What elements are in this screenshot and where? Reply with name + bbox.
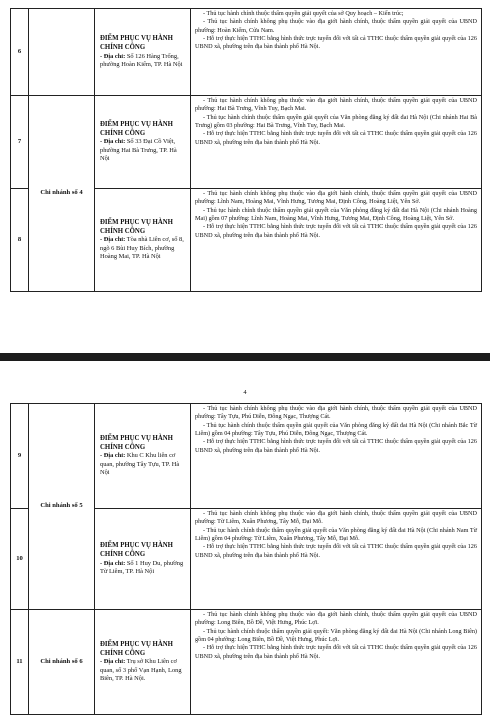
service-point-title: ĐIỂM PHỤC VỤ HÀNH CHÍNH CÔNG bbox=[100, 218, 173, 236]
procedure-line: - Hỗ trợ thực hiện TTHC bằng hình thức trực tuyến đối với tất cả TTHC thuộc thẩm quyền giải quyết của 126 UBND xã, phường trên địa bàn thành phố Hà Nội. bbox=[195, 644, 477, 660]
service-point-address bbox=[100, 138, 185, 164]
service-point-cell bbox=[95, 96, 191, 189]
service-point-title: ĐIỂM PHỤC VỤ HÀNH CHÍNH CÔNG bbox=[100, 434, 173, 452]
procedure-line: - Thủ tục hành chính thuộc thẩm quyền giải quyết của Văn phòng đăng ký đất đai Hà Nội (Chi nhánh Hoàng Mai) gồm 07 phường: Lĩnh Nam, Hoàng Mai, Vĩnh Hưng, Tương Mai, Định Công, Hoàng Liệt, Yên Sở. bbox=[195, 206, 477, 223]
table-row bbox=[11, 404, 482, 509]
address-label: - Địa chỉ: bbox=[100, 52, 126, 60]
branch-name: Chi nhánh số 4 bbox=[29, 96, 95, 292]
service-point-address bbox=[100, 53, 185, 70]
address-text: Số 33 Đại Cồ Việt, phường Hai Bà Trưng, TP. Hà Nội bbox=[100, 138, 177, 163]
service-point-address bbox=[100, 560, 185, 577]
document-page-top bbox=[0, 0, 490, 352]
address-text: Số 126 Hàng Trống, phường Hoàn Kiếm, TP. Hà Nội bbox=[100, 52, 183, 69]
procedure-line: - Thủ tục hành chính không phụ thuộc vào địa giới hành chính, thuộc thẩm quyền giải quyết của UBND phường: Long Biên, Bồ Đề, Việt Hưng, Phúc Lợi. bbox=[195, 611, 477, 627]
procedure-line: - Thủ tục hành chính không phụ thuộc vào địa giới hành chính, thuộc thẩm quyền giải quyết của UBND phường: Hai Bà Trưng, Vĩnh Tuy, Bạch Mai. bbox=[195, 97, 477, 113]
address-text: Trụ sở Khu Liên cơ quan, số 3 phố Vạn Hạnh, Long Biên, TP. Hà Nội. bbox=[100, 658, 182, 683]
row-number: 11 bbox=[11, 610, 29, 715]
address-text: Tòa nhà Liên cơ, số 8, ngõ 6 Bùi Huy Bích, phường Hoàng Mai, TP. Hà Nội bbox=[100, 236, 184, 261]
procedure-line: - Thủ tục hành chính không phụ thuộc vào địa giới hành chính, thuộc thẩm quyền giải quyết của UBND phường: Hoàn Kiếm, Cửa Nam. bbox=[195, 18, 477, 34]
document-page-bottom bbox=[0, 361, 490, 708]
service-point-cell bbox=[95, 404, 191, 509]
service-point-title: ĐIỂM PHỤC VỤ HÀNH CHÍNH CÔNG bbox=[100, 542, 173, 559]
row-number: 7 bbox=[11, 96, 29, 189]
row-number: 10 bbox=[11, 509, 29, 610]
service-point-title: ĐIỂM PHỤC VỤ HÀNH CHÍNH CÔNG bbox=[100, 120, 173, 138]
service-point-address bbox=[100, 236, 185, 262]
address-label: - Địa chỉ: bbox=[100, 452, 126, 460]
procedure-line: - Hỗ trợ thực hiện TTHC bằng hình thức trực tuyến đối với tất cả TTHC thuộc thẩm quyền giải quyết của 126 UBND xã, phường trên địa bàn thành phố Hà Nội. bbox=[195, 223, 477, 239]
procedure-line: - Hỗ trợ thực hiện TTHC bằng hình thức trực tuyến đối với tất cả TTHC thuộc thẩm quyền giải quyết của 126 UBND xã, phường trên địa bàn thành phố Hà Nội. bbox=[195, 35, 477, 51]
row-number: 8 bbox=[11, 189, 29, 292]
address-label: - Địa chỉ: bbox=[100, 236, 126, 244]
procedure-line: - Hỗ trợ thực hiện TTHC bằng hình thức trực tuyến đối với tất cả TTHC thuộc thẩm quyền giải quyết của 126 UBND xã, phường trên địa bàn thành phố Hà Nội. bbox=[195, 130, 477, 146]
service-points-table-top bbox=[10, 8, 482, 292]
procedure-line: - Hỗ trợ thực hiện TTHC bằng hình thức trực tuyến đối với tất cả TTHC thuộc thẩm quyền giải quyết của 126 UBND xã, phường trên địa bàn thành phố Hà Nội. bbox=[195, 543, 477, 559]
procedure-line: - Thủ tục hành chính không phụ thuộc vào địa giới hành chính, thuộc thẩm quyền giải quyết của UBND phường: Từ Liêm, Xuân Phương, Tây Mỗ, Đại Mỗ. bbox=[195, 510, 477, 526]
page-number: 4 bbox=[243, 389, 247, 396]
branch-name: Chi nhánh số 6 bbox=[29, 610, 95, 715]
procedure-line: - Hỗ trợ thực hiện TTHC bằng hình thức trực tuyến đối với tất cả TTHC thuộc thẩm quyền giải quyết của 126 UBND xã, phường trên địa bàn thành phố Hà Nội. bbox=[195, 438, 477, 454]
address-label: - Địa chỉ: bbox=[100, 138, 126, 146]
procedures-cell bbox=[191, 509, 482, 610]
service-point-address bbox=[100, 452, 185, 478]
service-point-cell bbox=[95, 610, 191, 715]
address-label: - Địa chỉ: bbox=[100, 559, 126, 567]
procedures-cell bbox=[191, 610, 482, 715]
table-row bbox=[11, 9, 482, 96]
procedure-line: - Thủ tục hành chính không phụ thuộc vào địa giới hành chính, thuộc thẩm quyền giải quyết của UBND phường: Lĩnh Nam, Hoàng Mai, Vĩnh Hưng, Tương Mai, Định Công, Hoàng Liệt, Yên Sở. bbox=[195, 190, 477, 206]
service-point-cell bbox=[95, 509, 191, 610]
procedure-line: - Thủ tục hành chính thuộc thẩm quyền giải quyết của Văn phòng đăng ký đất đai Hà Nội (Chi nhánh Nam Từ Liêm) gồm 04 phường: Từ Liêm, Xuân Phương, Tây Mỗ, Đại Mỗ. bbox=[195, 526, 477, 543]
branch-name: Chi nhánh số 5 bbox=[29, 404, 95, 610]
procedures-cell bbox=[191, 96, 482, 189]
service-point-title: ĐIỂM PHỤC VỤ HÀNH CHÍNH CÔNG bbox=[100, 640, 173, 658]
table-row bbox=[11, 96, 482, 189]
service-point-cell bbox=[95, 9, 191, 96]
procedure-line: - Thủ tục hành chính thuộc thẩm quyền giải quyết của sở Quy hoạch – Kiến trúc; bbox=[203, 10, 404, 17]
service-point-cell bbox=[95, 189, 191, 292]
procedure-line: - Thủ tục hành chính thuộc thẩm quyền giải quyết của Văn phòng đăng ký đất đai Hà Nội (Chi nhánh Bắc Từ Liêm) gồm 04 phường: Tây Tựu, Phú Diễn, Đông Ngạc, Thượng Cát. bbox=[195, 421, 477, 438]
service-point-title: ĐIỂM PHỤC VỤ HÀNH CHÍNH CÔNG bbox=[100, 35, 173, 52]
procedure-line: - Thủ tục hành chính thuộc thẩm quyền giải quyết của Văn phòng đăng ký đất đai Hà Nội (Chi nhánh Hai Bà Trưng) gồm 03 phường: Hai Bà Trưng, Vĩnh Tuy, Bạch Mai. bbox=[195, 113, 477, 130]
procedures-cell bbox=[191, 404, 482, 509]
procedure-line: - Thủ tục hành chính không phụ thuộc vào địa giới hành chính, thuộc thẩm quyền giải quyết của UBND phường: Tây Tựu, Phú Diễn, Đông Ngạc, Thượng Cát. bbox=[195, 405, 477, 421]
service-points-table-bottom bbox=[10, 403, 482, 715]
row-number: 9 bbox=[11, 404, 29, 509]
procedure-line: - Thủ tục hành chính thuộc thẩm quyền giải quyết: Văn phòng đăng ký đất đai Hà Nội (Chi nhánh Long Biên) gồm 04 phường: Long Biên, Bồ Đề, Việt Hưng, Phúc Lợi. bbox=[195, 627, 477, 644]
service-point-address bbox=[100, 658, 185, 684]
table-row bbox=[11, 610, 482, 715]
row-number: 6 bbox=[11, 9, 29, 96]
procedures-cell bbox=[191, 189, 482, 292]
procedures-cell bbox=[191, 9, 482, 96]
address-text: Khu C Khu liên cơ quan, phường Tây Tựu, TP. Hà Nội bbox=[100, 452, 180, 477]
branch-cell-empty bbox=[29, 9, 95, 96]
address-label: - Địa chỉ: bbox=[100, 658, 126, 666]
page-break-divider bbox=[0, 353, 490, 361]
address-text: Số 1 Huy Du, phường Từ Liêm, TP. Hà Nội bbox=[100, 559, 184, 576]
